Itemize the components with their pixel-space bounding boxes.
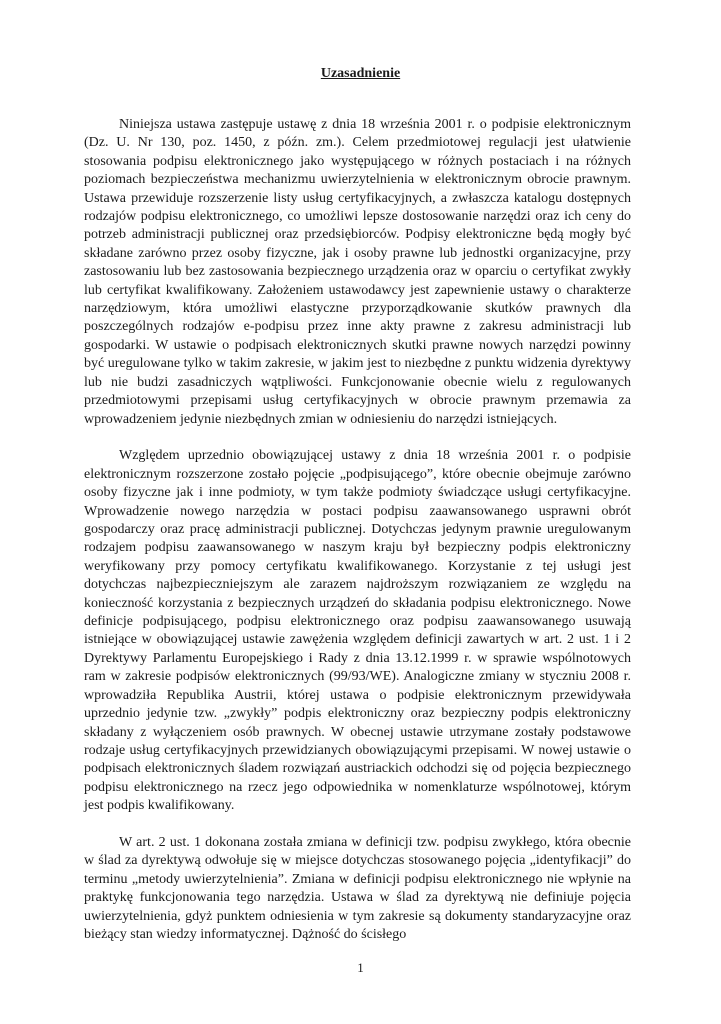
- paragraph-1: Niniejsza ustawa zastępuje ustawę z dnia 18 września 2001 r. o podpisie elektronicznym (Dz. U. Nr 130, poz. 1450, z późn. zm.). Celem przedmiotowej regulacji jest ułatwienie stosowania podpisu elektronicznego jako występującego w różnych postaciach i na różnych poziomach bezpieczeństwa mechanizmu uwierzytelnienia w elektronicznym obrocie prawnym. Ustawa przewiduje rozszerzenie listy usług certyfikacyjnych, a zwłaszcza katalogu dostępnych rodzajów podpisu elektronicznego, co umożliwi lepsze dostosowanie narzędzi oraz ich ceny do potrzeb administracji publicznej oraz przedsiębiorców. Podpisy elektroniczne będą mogły być składane zarówno przez osoby fizyczne, jak i osoby prawne lub jednostki organizacyjne, przy zastosowaniu lub bez zastosowania bezpiecznego urządzenia oraz w oparciu o certyfikat zwykły lub certyfikat kwalifikowany. Założeniem ustawodawcy jest zapewnienie ustawy o charakterze narzędziowym, która umożliwi elastyczne przyporządkowanie skutków prawnych dla poszczególnych rodzajów e-podpisu przez inne akty prawne z zakresu administracji lub gospodarki. W ustawie o podpisach elektronicznych skutki prawne nowych narzędzi powinny być uregulowane tylko w takim zakresie, w jakim jest to niezbędne z punktu widzenia dyrektywy lub nie budzi zasadniczych wątpliwości. Funkcjonowanie obecnie wielu z regulowanych przedmiotowymi przepisami usług certyfikacyjnych w obrocie prawnym przemawia za wprowadzeniem jedynie niezbędnych zmian w odniesieniu do narzędzi istniejących.: [84, 117, 631, 427]
- paragraph-3: W art. 2 ust. 1 dokonana została zmiana w definicji tzw. podpisu zwykłego, która obecnie w ślad za dyrektywą odwołuje się w miejsce dotychczas stosowanego pojęcia „identyfikacji” do terminu „metody uwierzytelnienia”. Zmiana w definicji podpisu elektronicznego nie wpłynie na praktykę funkcjonowania tego narzędzia. Ustawa w ślad za dyrektywą nie definiuje pojęcia uwierzytelnienia, gdyż punktem odniesienia w tym zakresie są dokumenty standaryzacyjne oraz bieżący stan wiedzy informatycznej. Dążność do ścisłego: [84, 835, 631, 943]
- document-body: [84, 116, 631, 963]
- paragraph-2: Względem uprzednio obowiązującej ustawy z dnia 18 września 2001 r. o podpisie elektronicznym rozszerzone zostało pojęcie „podpisującego”, które obecnie obejmuje zarówno osoby fizyczne jak i inne podmioty, w tym także podmioty świadczące usługi certyfikacyjne. Wprowadzenie nowego narzędzia w postaci podpisu zaawansowanego usprawni obrót gospodarczy oraz pracę administracji publicznej. Dotychczas jedynym prawnie uregulowanym rodzajem podpisu zaawansowanego w naszym kraju był bezpieczny podpis elektroniczny weryfikowany przy pomocy certyfikatu kwalifikowanego. Korzystanie z tej usługi jest dotychczas najbezpieczniejszym ale zarazem najdroższym rozwiązaniem ze względu na konieczność korzystania z bezpiecznych urządzeń do składania podpisu elektronicznego. Nowe definicje podpisującego, podpisu elektronicznego oraz podpisu zaawansowanego usuwają istniejące w obowiązującej ustawie zawężenia względem definicji zawartych w art. 2 ust. 1 i 2 Dyrektywy Parlamentu Europejskiego i Rady z dnia 13.12.1999 r. w sprawie wspólnotowych ram w zakresie podpisów elektronicznych (99/93/WE). Analogiczne zmiany w styczniu 2008 r. wprowadziła Republika Austrii, której ustawa o podpisie elektronicznym przewidywała uprzednio jedynie tzw. „zwykły” podpis elektroniczny oraz bezpieczny podpis elektroniczny składany z wyłączeniem osób prawnych. W obecnej ustawie utrzymane zostały podstawowe rodzaje usług certyfikacyjnych przewidzianych obowiązującymi przepisami. W nowej ustawie o podpisach elektronicznych śladem rozwiązań austriackich odchodzi się od pojęcia bezpiecznego podpisu elektronicznego na rzecz jego odpowiednika w nomenklaturze wspólnotowej, którym jest podpis kwalifikowany.: [84, 448, 631, 814]
- page-title: Uzasadnienie: [320, 66, 401, 81]
- page-number: 1: [357, 960, 364, 975]
